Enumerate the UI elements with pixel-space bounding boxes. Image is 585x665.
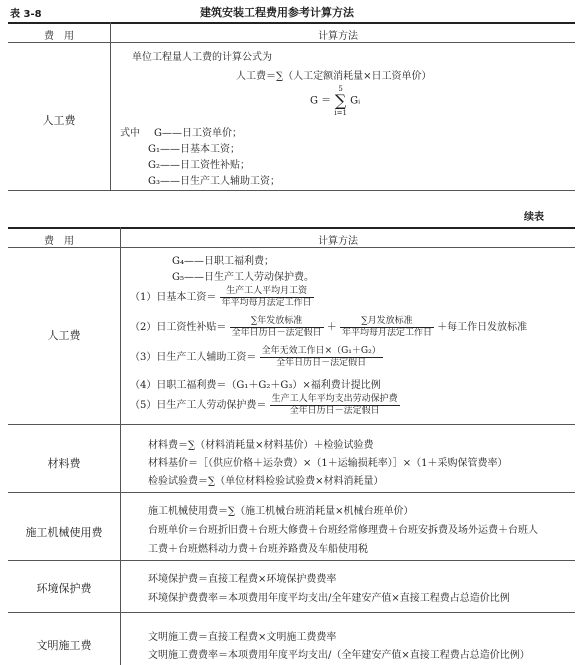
where-label: 式中 — [120, 128, 140, 139]
environment-label: 环境保护费 — [36, 582, 92, 595]
def-g1: G₁——日基本工资； — [148, 144, 240, 155]
def-g: G——日工资单价； — [154, 128, 242, 139]
def-g3: G₃——日生产工人辅助工资； — [148, 176, 280, 187]
sum-symbol: 5 ∑ i=1 — [334, 85, 347, 117]
rule-header-2 — [8, 247, 575, 248]
header-method: 计算方法 — [318, 31, 358, 42]
item-4: （4）日职工福利费＝（G₁＋G₂＋G₃）×福利费计提比例 — [130, 380, 381, 391]
item-1: （1）日基本工资＝ $\frac{\text{生产工人平均月工资}}{\text{年平均每月法定工作日}}$ — [130, 286, 312, 308]
def-g2: G₂——日工资性补贴； — [148, 160, 250, 171]
formula-g: G ＝ — [310, 95, 332, 107]
material-line-1: 材料费＝∑（材料消耗量×材料基价）＋检验试验费 — [148, 440, 374, 451]
rule-material — [8, 492, 575, 493]
labor-label: 人工费 — [42, 114, 76, 127]
material-label: 材料费 — [47, 457, 81, 470]
labor-formula-1: 人工费＝∑（人工定额消耗量×日工资单价） — [236, 71, 432, 82]
machinery-line-2: 台班单价＝台班折旧费＋台班大修费＋台班经常修理费＋台班安拆费及场外运费＋台班人 — [148, 525, 538, 536]
labor-formula-2 — [310, 85, 360, 117]
rule-environment — [8, 612, 575, 613]
machinery-line-3: 工费＋台班燃料动力费＋台班养路费及车船使用税 — [148, 544, 368, 555]
civilized-label: 文明施工费 — [36, 639, 92, 652]
machinery-line-1: 施工机械使用费＝∑（施工机械台班消耗量×机械台班单价） — [148, 506, 414, 517]
formula-gi: Gᵢ — [350, 95, 361, 107]
labor-intro: 单位工程量人工费的计算公式为 — [132, 52, 272, 63]
labor-label-2: 人工费 — [47, 329, 81, 342]
continued-label: 续表 — [524, 212, 544, 223]
machinery-label: 施工机械使用费 — [25, 526, 103, 539]
header-method-2: 计算方法 — [318, 236, 358, 247]
rule-labor — [8, 424, 575, 425]
rule-top — [8, 22, 575, 24]
table-title: 建筑安装工程费用参考计算方法 — [200, 6, 354, 19]
column-divider — [110, 22, 111, 190]
civilized-line-1: 文明施工费＝直接工程费×文明施工费费率 — [148, 632, 337, 643]
rule-top-2 — [8, 227, 575, 229]
rule-header — [8, 42, 575, 43]
civilized-line-2: 文明施工费费率＝本项费用年度平均支出/（全年建安产值×直接工程费占总造价比例） — [148, 650, 530, 661]
table-id: 表 3-8 — [10, 9, 42, 20]
material-line-2: 材料基价＝［（供应价格＋运杂费）×（1＋运输损耗率）］×（1＋采购保管费率） — [148, 458, 508, 469]
item-5: （5）日生产工人劳动保护费＝ $\frac{\text{生产工人年平均支出劳动保护费}}{\text{全年日历日－法定假日}}$ — [130, 394, 398, 416]
environment-line-1: 环境保护费＝直接工程费×环境保护费费率 — [148, 574, 337, 585]
environment-line-2: 环境保护费费率＝本项费用年度平均支出/全年建安产值×直接工程费占总造价比例 — [148, 593, 510, 604]
rule-bottom-1 — [8, 190, 575, 191]
item-2: （2）日工资性补贴＝ $\frac{\text{∑年发放标准}}{\text{全年日历日－法定假日}}$ ＋ $\frac{\text{∑月发放标准}}{\text{年平均每月法定工作日}}$ ＋每工作日发放标准 — [130, 316, 528, 338]
item-3: （3）日生产工人辅助工资＝ $\frac{\text{全年无效工作日×（G₁＋G₂）}}{\text{全年日历日－法定假日}}$ — [130, 346, 381, 368]
def-g5: G₅——日生产工人劳动保护费。 — [172, 272, 314, 283]
material-line-3: 检验试验费＝∑（单位材料检验试验费×材料消耗量） — [148, 476, 384, 487]
header-cost-2: 费 用 — [44, 236, 74, 247]
def-g4: G₄——日职工福利费； — [172, 256, 274, 267]
header-cost: 费 用 — [44, 31, 74, 42]
rule-machinery — [8, 560, 575, 561]
column-divider-2 — [120, 227, 121, 665]
